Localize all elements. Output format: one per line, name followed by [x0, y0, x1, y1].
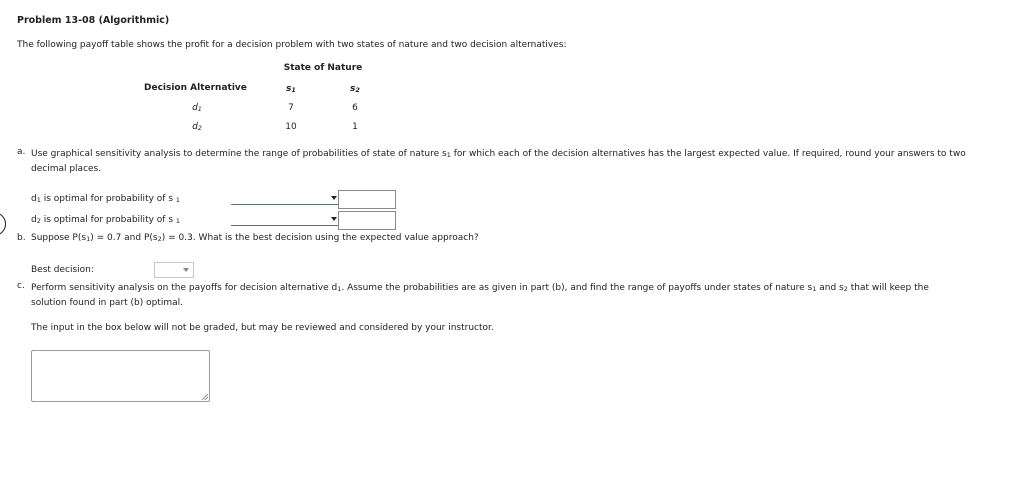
row-label-d1: $d_1$ [192, 103, 202, 113]
table-cell: 10 [285, 122, 297, 132]
current-question-indicator [0, 212, 6, 236]
d2-probability-input[interactable] [338, 211, 396, 230]
d1-probability-range-select[interactable] [231, 193, 339, 205]
chevron-down-icon [331, 196, 337, 200]
d1-probability-input[interactable] [338, 190, 396, 209]
part-c-answer-textarea[interactable] [31, 350, 210, 402]
table-cell: 6 [352, 103, 358, 113]
ungraded-note: The input in the box below will not be graded, but may be reviewed and considered by your instructor. [31, 323, 494, 333]
table-cell: 7 [288, 103, 294, 113]
resize-grip-icon[interactable] [202, 394, 208, 400]
part-b-question: Suppose $P(s_1) = 0.7$ and $P(s_2) = 0.3$. What is the best decision using the expected value approach? [31, 233, 479, 243]
d2-probability-range-select[interactable] [231, 214, 339, 226]
part-b-letter: b. [17, 233, 26, 243]
best-decision-select[interactable] [154, 262, 194, 278]
part-a-row-1-label: $d_1$ is optimal for probability of s $_1$ [31, 194, 181, 204]
state-of-nature-header: State of Nature [283, 63, 363, 73]
decision-alternative-header: Decision Alternative [144, 83, 247, 93]
problem-title: Problem 13-08 (Algorithmic) [17, 15, 170, 26]
part-a-row-2-label: $d_2$ is optimal for probability of s $_1$ [31, 215, 181, 225]
part-a-letter: a. [17, 147, 26, 157]
part-c-letter: c. [17, 281, 25, 291]
table-cell: 1 [352, 122, 358, 132]
chevron-down-icon [183, 268, 189, 272]
column-header-s2: $s_2$ [350, 84, 360, 94]
part-c-question: Perform sensitivity analysis on the payoffs for decision alternative $d_1$. Assume the probabilities are as given in part (b), and find the range of payoffs under states of nature $s_1$ and $s_2$ that will keep the solution found in part (b) optimal. [31, 283, 929, 308]
row-label-d2: $d_2$ [192, 122, 202, 132]
best-decision-label: Best decision: [31, 265, 94, 275]
chevron-down-icon [331, 217, 337, 221]
part-a-question: Use graphical sensitivity analysis to determine the range of probabilities of state of nature $s_1$ for which each of the decision alternatives has the largest expected value. If required, round your answers to two decimal places. [31, 149, 966, 174]
problem-intro: The following payoff table shows the profit for a decision problem with two states of nature and two decision alternatives: [17, 40, 567, 50]
column-header-s1: $s_1$ [286, 84, 296, 94]
